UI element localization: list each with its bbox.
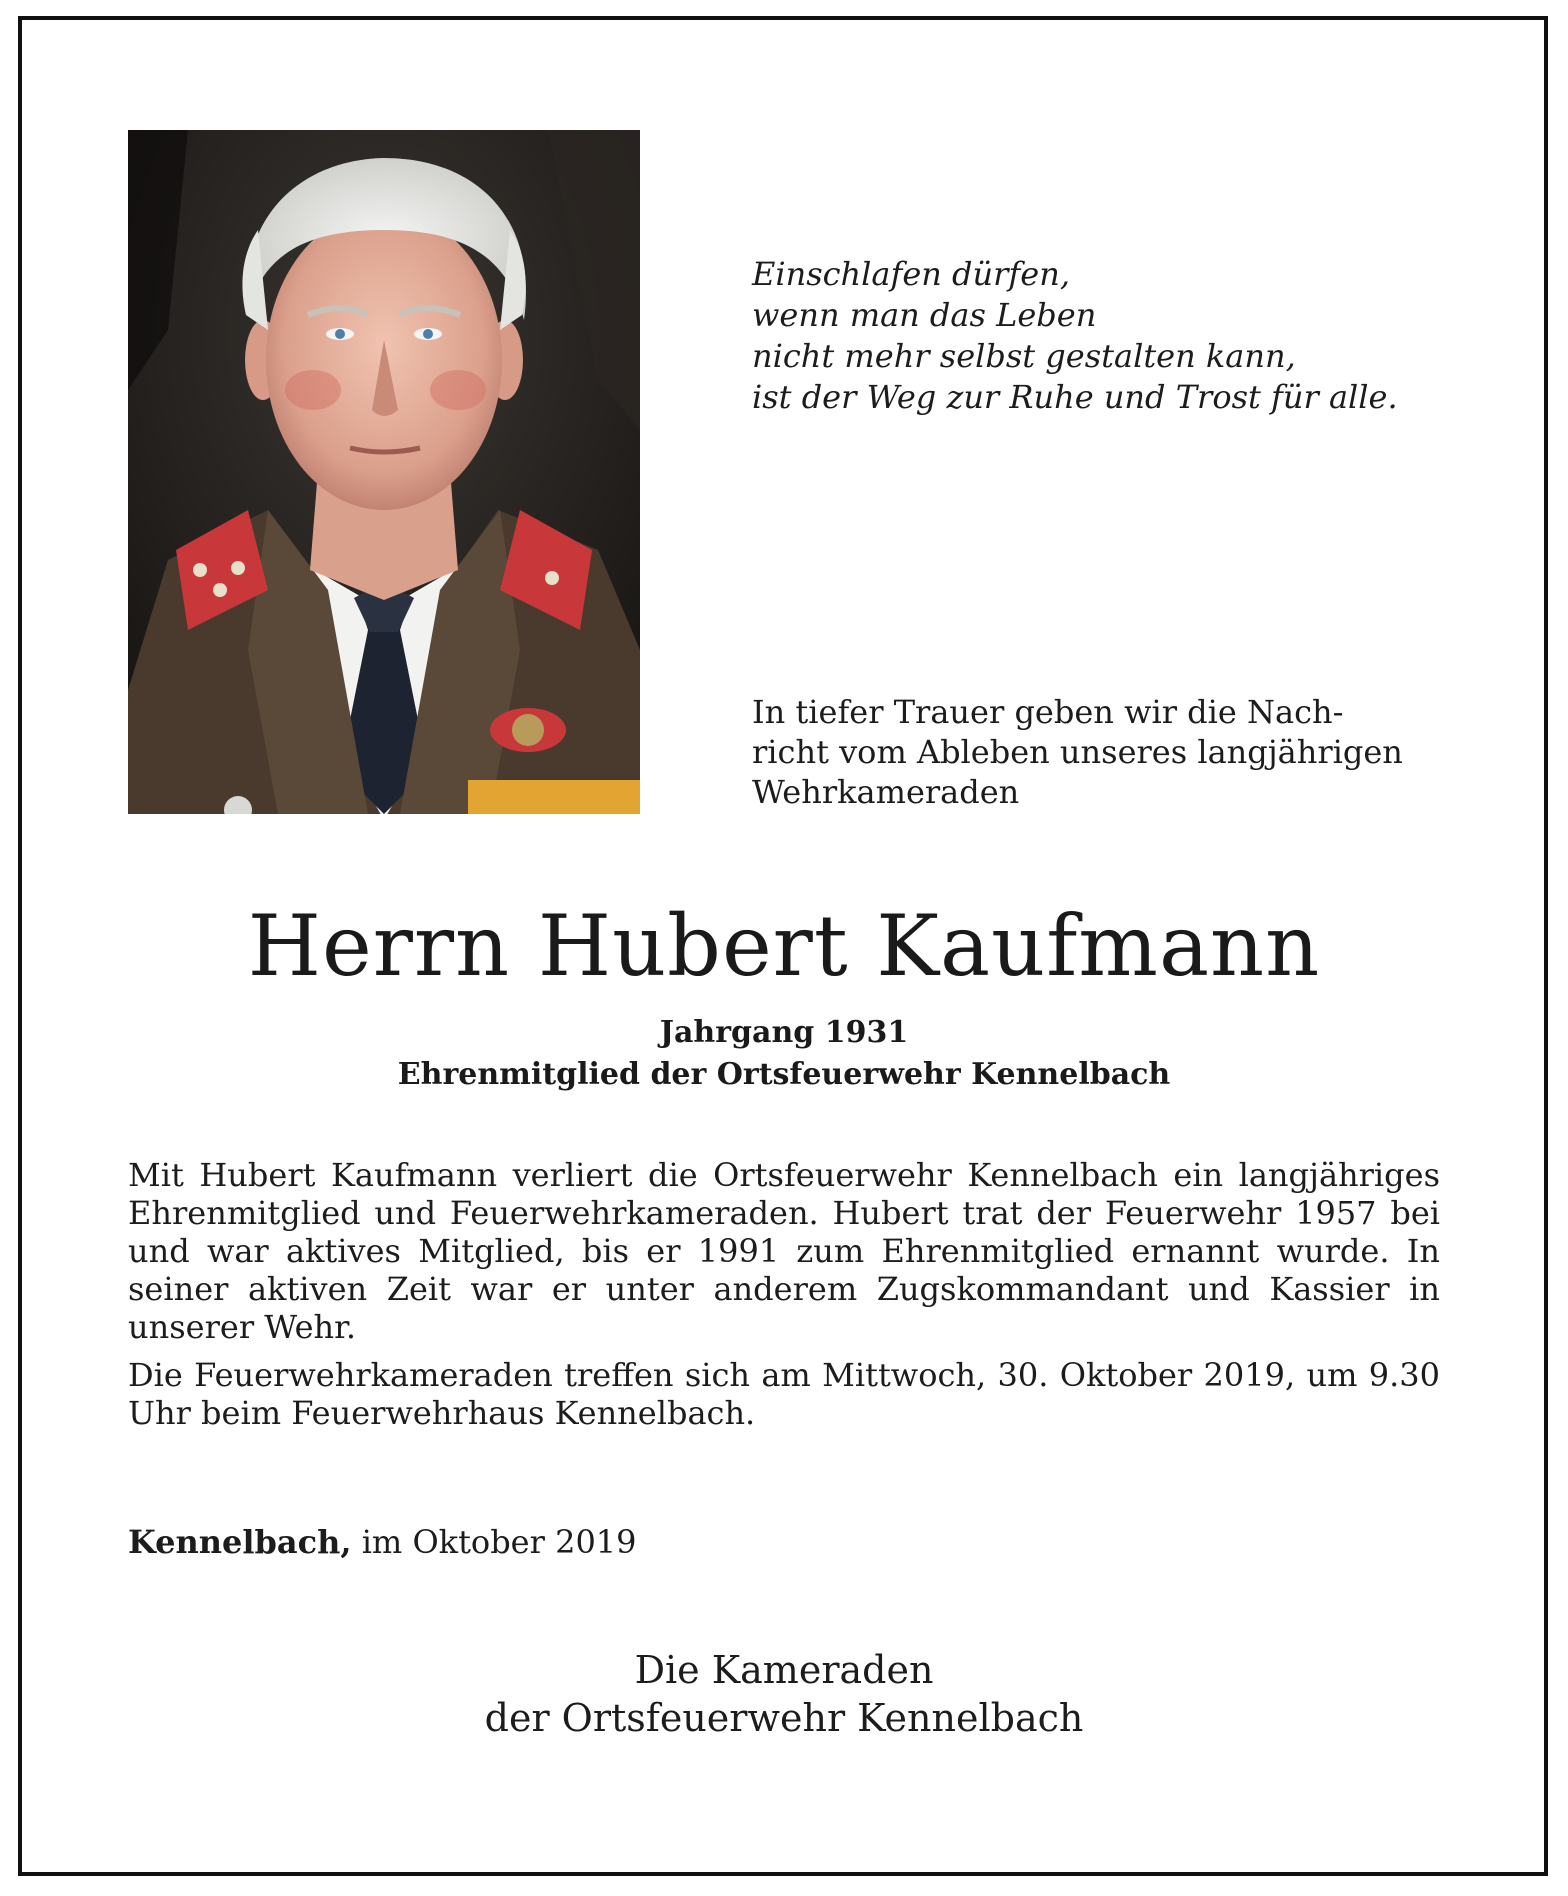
place: Kennelbach, [128, 1523, 352, 1561]
body-paragraph: Die Feuerwehrkameraden treffen sich am Mittwoch, 30. Oktober 2019, um 9.30 Uhr beim Feuerwehrhaus Kennelbach. [128, 1356, 1440, 1432]
intro-text [752, 692, 1440, 812]
poem-line: nicht mehr selbst gestalten kann, [752, 337, 1296, 375]
intro-line: richt vom Ableben unseres langjährigen [752, 733, 1403, 771]
intro-line: Wehrkameraden [752, 773, 1020, 811]
signature-line: der Ortsfeuerwehr Kennelbach [484, 1696, 1084, 1740]
poem-line: ist der Weg zur Ruhe und Trost für alle. [752, 378, 1398, 416]
poem-line: wenn man das Leben [752, 296, 1097, 334]
body-text [128, 1156, 1440, 1442]
honorary-role: Ehrenmitglied der Ortsfeuerwehr Kennelbach [397, 1057, 1171, 1092]
deceased-name: Herrn Hubert Kaufmann [247, 897, 1321, 995]
body-paragraph: Mit Hubert Kaufmann verliert die Ortsfeuerwehr Kennelbach ein langjähriges Ehrenmitglied und Feuerwehrkameraden. Hubert trat der Feuerwehr 1957 bei und war aktives Mitglied, bis er 1991 zum Ehrenmitglied ernannt wurde. In seiner aktiven Zeit war er unter anderem Zugskommandant und Kassier in unserer Wehr. [128, 1156, 1440, 1346]
date: im Oktober 2019 [361, 1523, 637, 1561]
poem-block [752, 254, 1452, 418]
subtitle-block [0, 1012, 1568, 1096]
poem-line: Einschlafen dürfen, [752, 255, 1070, 293]
signature-block [0, 1646, 1568, 1742]
portrait-photo [128, 130, 640, 814]
intro-line: In tiefer Trauer geben wir die Nach- [752, 693, 1344, 731]
place-date [128, 1522, 637, 1562]
birth-year: Jahrgang 1931 [659, 1015, 909, 1050]
signature-line: Die Kameraden [634, 1648, 934, 1692]
